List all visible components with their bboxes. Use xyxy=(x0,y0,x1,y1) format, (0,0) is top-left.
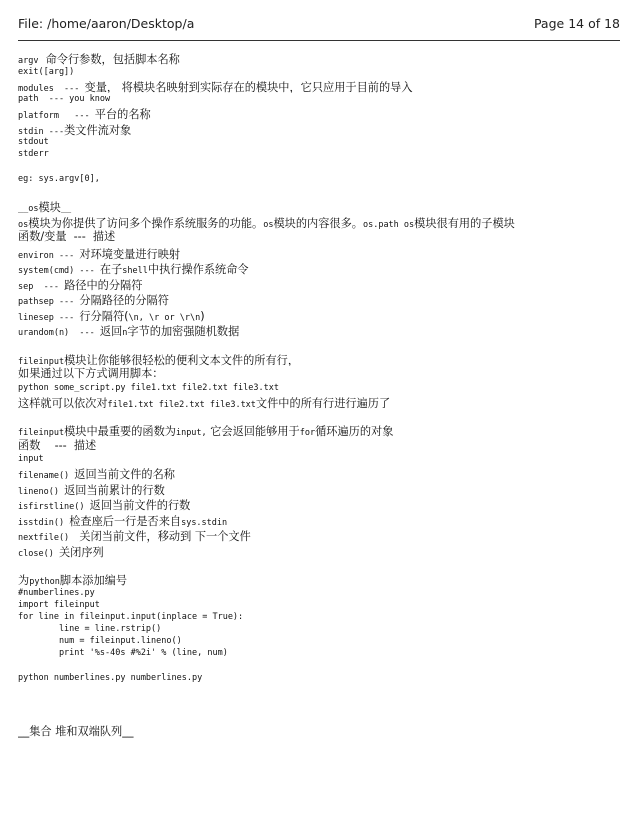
doc-line: isfirstline() 返回当前文件的行数 xyxy=(18,499,191,512)
doc-line: urandom(n) --- 返回n字节的加密强随机数据 xyxy=(18,325,240,338)
document-body xyxy=(18,50,622,739)
code-line: #numberlines.py xyxy=(18,587,95,598)
code-line: for line in fileinput.input(inplace = True): xyxy=(18,611,244,622)
doc-line: 如果通过以下方式调用脚本： xyxy=(18,367,164,380)
doc-line: fileinput模块中最重要的函数为input, 它会返回能够用于for循环遍历的对象 xyxy=(18,425,394,438)
doc-line: isstdin() 检查座后一行是否来自sys.stdin xyxy=(18,514,228,527)
doc-line: python numberlines.py numberlines.py xyxy=(18,672,203,683)
doc-line: stdin ---类文件流对象 xyxy=(18,123,132,136)
doc-line: lineno() 返回当前累计的行数 xyxy=(18,483,165,496)
doc-line: exit([arg]) xyxy=(18,66,75,77)
doc-line: input xyxy=(18,454,44,464)
doc-line: modules --- 变量， 将模块名映射到实际存在的模块中，它只应用于目前的导入 xyxy=(18,80,413,93)
doc-line: python some_script.py file1.txt file2.txt file3.txt xyxy=(18,382,279,393)
doc-line: close() 关闭序列 xyxy=(18,545,104,558)
doc-line: sep --- 路径中的分隔符 xyxy=(18,278,143,291)
doc-line: filename() 返回当前文件的名称 xyxy=(18,468,175,481)
doc-line: nextfile() 关闭当前文件，移动到 下一个文件 xyxy=(18,530,251,543)
doc-line: platform --- 平台的名称 xyxy=(18,108,151,121)
section-title-collections: __集合 堆和双端队列__ xyxy=(18,724,134,738)
doc-line: argv 命令行参数，包括脚本名称 xyxy=(18,53,180,66)
doc-line: linesep --- 行分隔符(\n, \r or \r\n) xyxy=(18,309,205,322)
page-header xyxy=(18,12,620,32)
code-line: import fileinput xyxy=(18,599,100,610)
doc-line: stderr xyxy=(18,149,49,159)
section-title-os: __os模块__ xyxy=(18,201,72,214)
doc-line: os模块为你提供了访问多个操作系统服务的功能。os模块的内容很多。os.path os模块很有用的子模块 xyxy=(18,216,515,229)
page-number-label: Page 14 of 18 xyxy=(533,16,620,31)
file-path-label: File: /home/aaron/Desktop/a xyxy=(18,16,195,31)
doc-line: 函数 --- 描述 xyxy=(18,438,97,452)
doc-line: 为python脚本添加编号 xyxy=(18,574,128,587)
code-line: line = line.rstrip() xyxy=(18,623,162,634)
doc-line: 这样就可以依次对file1.txt file2.txt file3.txt文件中的所有行进行遍历了 xyxy=(18,396,391,409)
doc-line: path --- you know xyxy=(18,94,111,104)
doc-line: eg: sys.argv[0], xyxy=(18,174,100,184)
code-line: print '%s-40s #%2i' % (line, num) xyxy=(18,647,228,658)
doc-line: stdout xyxy=(18,137,49,147)
doc-line: pathsep --- 分隔路径的分隔符 xyxy=(18,294,169,307)
code-line: num = fileinput.lineno() xyxy=(18,635,182,646)
doc-line: fileinput模块让你能够很轻松的便利文本文件的所有行， xyxy=(18,353,300,366)
header-divider xyxy=(18,40,620,41)
doc-line: system(cmd) --- 在子shell中执行操作系统命令 xyxy=(18,263,249,276)
doc-line: 函数/变量 --- 描述 xyxy=(18,230,116,243)
doc-line: environ --- 对环境变量进行映射 xyxy=(18,247,181,260)
